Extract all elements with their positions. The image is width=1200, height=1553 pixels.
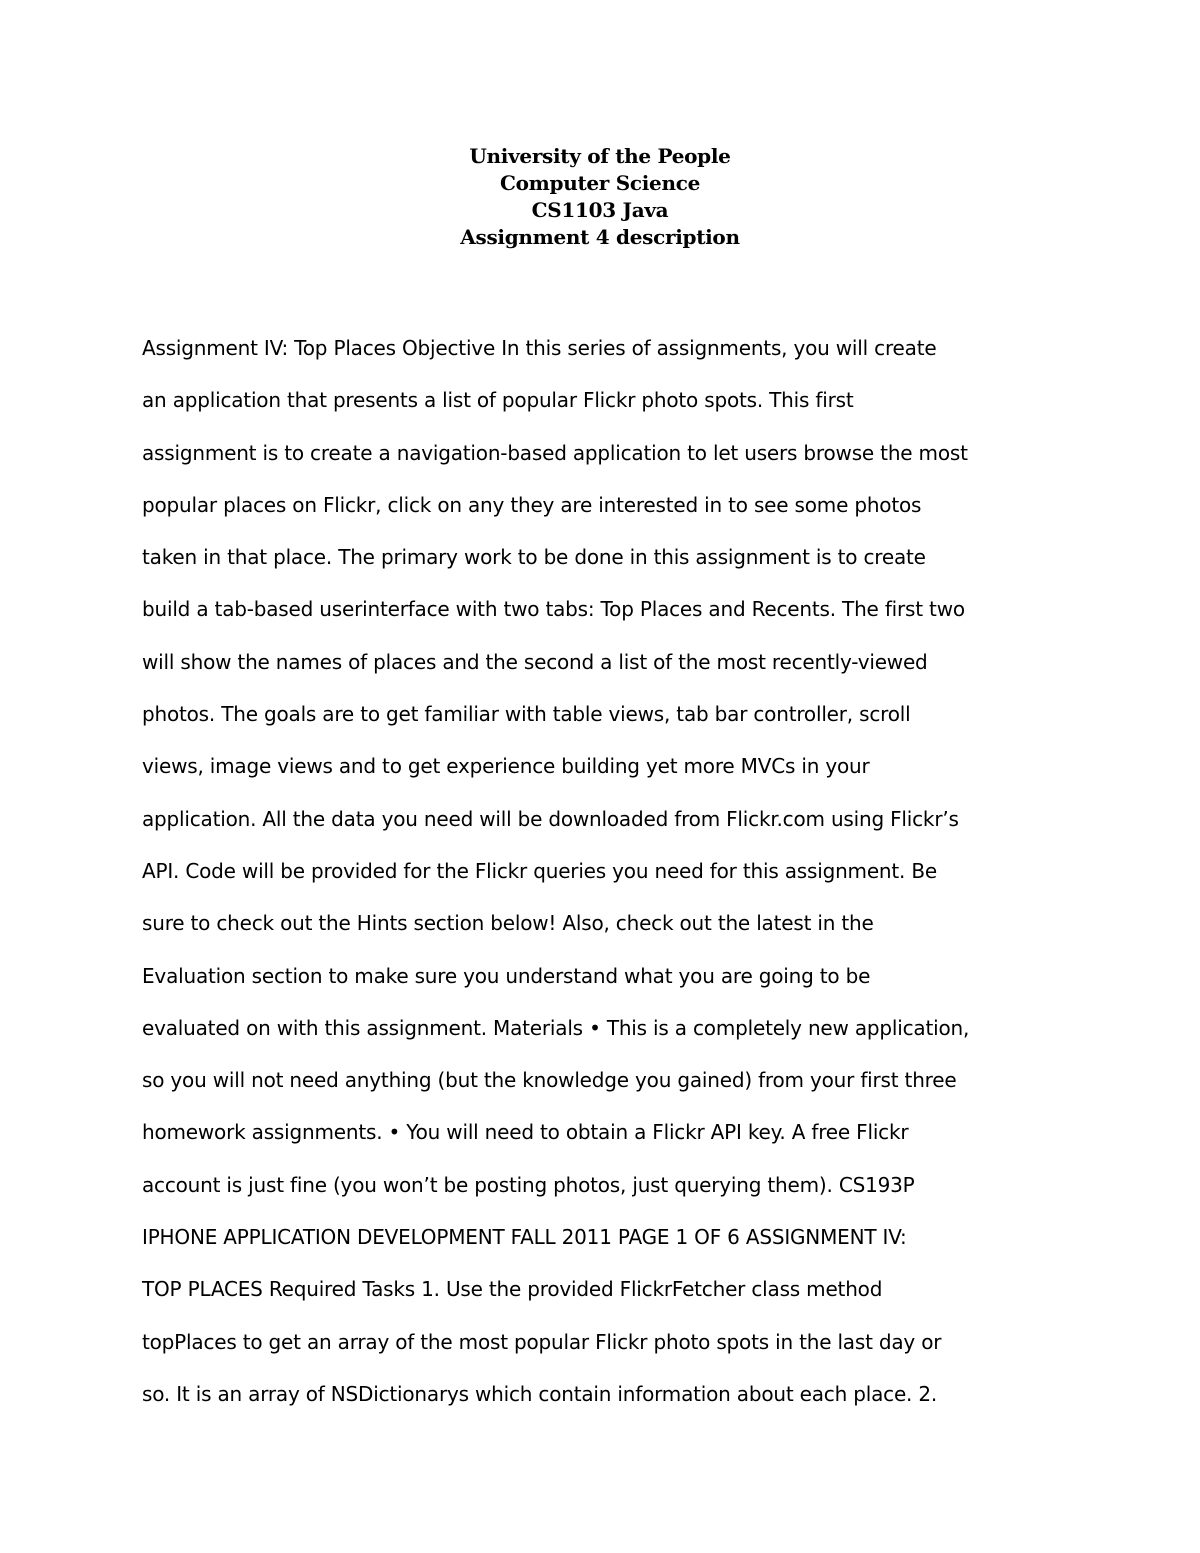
body-line: assignment is to create a navigation-based application to let users browse the most [142,440,968,465]
body-line: account is just fine (you won’t be posting photos, just querying them). CS193P [142,1172,915,1197]
assignment-title: Assignment 4 description [460,225,740,249]
body-line: build a tab-based userinterface with two tabs: Top Places and Recents. The first two [142,597,965,622]
body-line: photos. The goals are to get familiar with table views, tab bar controller, scroll [142,702,911,727]
body-line: so you will not need anything (but the knowledge you gained) from your first three [142,1068,957,1093]
course-name: CS1103 Java [531,198,669,222]
body-line: application. All the data you need will be downloaded from Flickr.com using Flickr’s [142,806,959,831]
body-line: homework assignments. • You will need to obtain a Flickr API key. A free Flickr [142,1120,909,1145]
body-line: so. It is an array of NSDictionarys which contain information about each place. 2. [142,1381,938,1406]
body-line: API. Code will be provided for the Flickr queries you need for this assignment. Be [142,858,937,883]
body-line: taken in that place. The primary work to be done in this assignment is to create [142,545,926,570]
body-line: will show the names of places and the second a list of the most recently-viewed [142,649,928,674]
document-header [0,143,1200,251]
body-line: evaluated on with this assignment. Materials • This is a completely new application, [142,1015,970,1040]
body-line: sure to check out the Hints section below! Also, check out the latest in the [142,911,874,936]
body-line: Assignment IV: Top Places Objective In this series of assignments, you will create [142,336,937,360]
department-name: Computer Science [500,171,700,195]
body-line: popular places on Flickr, click on any they are interested in to see some photos [142,492,922,517]
body-line: IPHONE APPLICATION DEVELOPMENT FALL 2011 PAGE 1 OF 6 ASSIGNMENT IV: [142,1225,907,1250]
body-line: views, image views and to get experience building yet more MVCs in your [142,754,870,779]
university-name: University of the People [469,144,731,168]
body-line: TOP PLACES Required Tasks 1. Use the provided FlickrFetcher class method [142,1277,883,1302]
body-line: Evaluation section to make sure you understand what you are going to be [142,963,871,988]
body-line: an application that presents a list of popular Flickr photo spots. This first [142,388,854,413]
body-line: topPlaces to get an array of the most popular Flickr photo spots in the last day or [142,1329,942,1354]
assignment-body [142,331,1082,1429]
